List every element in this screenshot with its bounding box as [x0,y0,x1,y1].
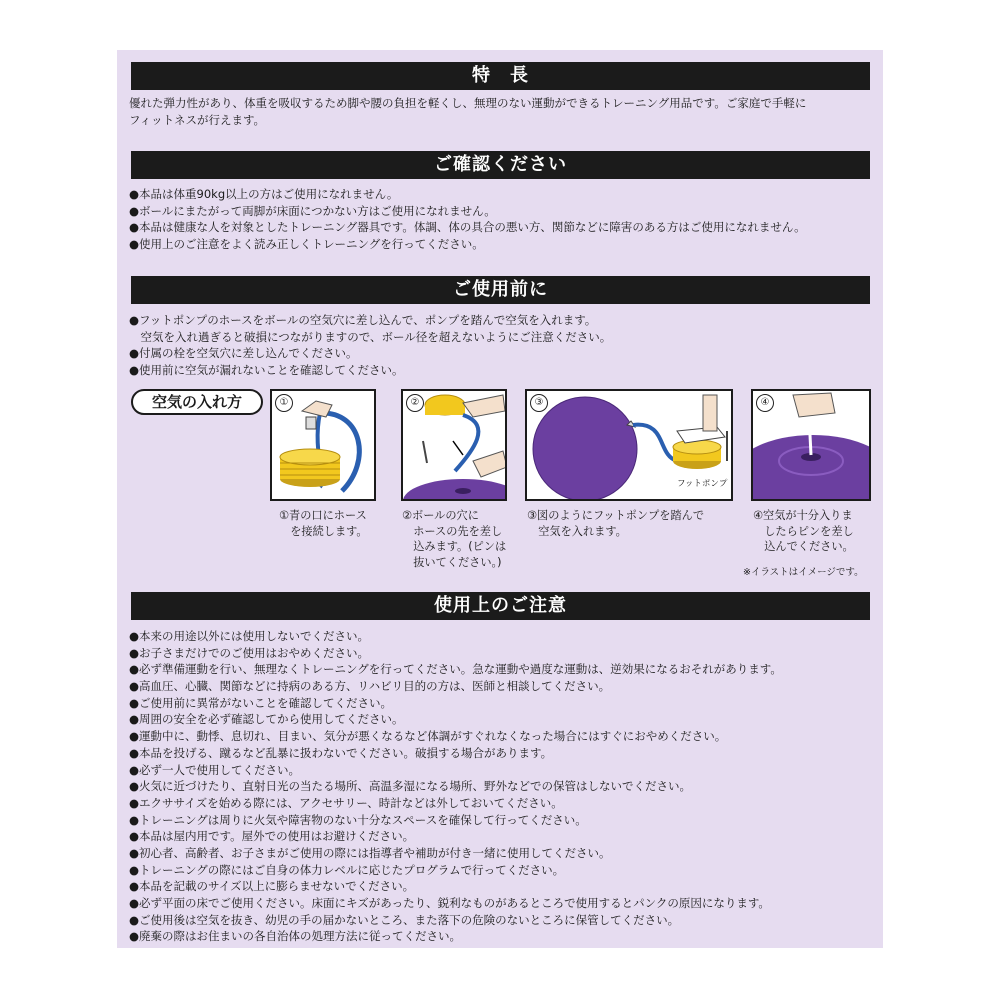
step4-illustration [751,389,871,501]
step-number: ② [406,394,424,412]
list-item: ●廃棄の際はお住まいの各自治体の処理方法に従ってください。 [129,929,462,944]
confirm-list [129,186,874,253]
step-number: ③ [530,394,548,412]
cautions-list [129,628,874,945]
list-item: ●ご使用後は空気を抜き、幼児の手の届かないところ、また落下の危険のないところに保管してください。 [129,912,680,927]
list-item: ●ボールにまたがって両脚が床面につかない方はご使用になれません。 [129,203,496,218]
illustration-note: ※イラストはイメージです。 [743,567,864,578]
list-item: ●フットポンプのホースをボールの空気穴に差し込んで、ポンプを踏んで空気を入れます。 [129,313,597,327]
confirm-heading: ご確認ください [131,151,870,179]
list-item: ●運動中に、動悸、息切れ、目まい、気分が悪くなるなど体調がすぐれなくなった場合にはすぐにおやめください。 [129,729,727,744]
list-item: ●付属の栓を空気穴に差し込んでください。 [129,346,358,361]
before-use-heading: ご使用前に [131,276,870,304]
list-item: ●使用前に空気が漏れないことを確認してください。 [129,363,404,378]
step3-illustration [525,389,733,501]
features-line: フィットネスが行えます。 [129,112,266,127]
cautions-heading: 使用上のご注意 [131,592,870,620]
step1-illustration [270,389,376,501]
instruction-sheet [117,50,883,948]
before-use-list [129,312,874,379]
step4-caption: ④空気が十分入りま したらピンを差し 込んでください。 [753,509,854,553]
list-item: ●必ず平面の床でご使用ください。床面にキズがあったり、鋭利なものがあるところで使用するとパンクの原因になります。 [129,896,770,910]
foot-pump-label: フットポンプ [677,479,728,489]
list-item: ●ご使用前に異常がないことを確認してください。 [129,695,393,710]
list-item: ●本品を投げる、蹴るなど乱暴に扱わないでください。破損する場合があります。 [129,745,553,760]
list-item: ●本品は体重90kg以上の方はご使用になれません。 [129,187,399,201]
list-item: 空気を入れ過ぎると破損につながりますので、ボール径を超えないようにご注意ください。 [129,329,612,344]
step-number: ④ [756,394,774,412]
list-item: ●本品は屋内用です。屋外での使用はお避けください。 [129,829,415,844]
features-text [129,95,874,128]
step-number: ① [275,394,293,412]
list-item: ●本来の用途以外には使用しないでください。 [129,629,370,643]
step2-illustration [401,389,507,501]
list-item: ●周囲の安全を必ず確認してから使用してください。 [129,712,404,727]
list-item: ●高血圧、心臓、関節などに持病のある方、リハビリ目的の方は、医師と相談してください。 [129,679,611,694]
list-item: ●使用上のご注意をよく読み正しくトレーニングを行ってください。 [129,237,484,252]
list-item: ●火気に近づけたり、直射日光の当たる場所、高温多湿になる場所、野外などでの保管はしないでください。 [129,779,692,794]
list-item: ●本品は健康な人を対象としたトレーニング器具です。体調、体の具合の悪い方、関節などに障害のある方はご使用になれません。 [129,220,806,235]
list-item: ●トレーニングの際にはご自身の体力レベルに応じたプログラムで行ってください。 [129,862,565,877]
step1-caption: ①青の口にホース を接続します。 [279,509,368,538]
step3-caption: ③図のようにフットポンプを踏んで 空気を入れます。 [527,509,705,538]
list-item: ●必ず一人で使用してください。 [129,762,301,777]
step2-caption: ②ボールの穴に ホースの先を差し 込みます。(ピンは 抜いてください。) [402,509,507,569]
list-item: ●お子さまだけでのご使用はおやめください。 [129,645,370,660]
features-heading: 特 長 [131,62,870,90]
inflate-label: 空気の入れ方 [131,389,263,415]
list-item: ●エクササイズを始める際には、アクセサリー、時計などは外しておいてください。 [129,795,563,810]
list-item: ●必ず準備運動を行い、無理なくトレーニングを行ってください。急な運動や過度な運動は、逆効果になるおそれがあります。 [129,662,782,677]
list-item: ●トレーニングは周りに火気や障害物のない十分なスペースを確保して行ってください。 [129,812,587,827]
list-item: ●本品を記載のサイズ以上に膨らませないでください。 [129,879,415,894]
list-item: ●初心者、高齢者、お子さまがご使用の際には指導者や補助が付き一緒に使用してください。 [129,845,611,860]
features-line: 優れた弾力性があり、体重を吸収するため脚や腰の負担を軽くし、無理のない運動ができるトレーニング用品です。ご家庭で手軽に [129,96,807,110]
